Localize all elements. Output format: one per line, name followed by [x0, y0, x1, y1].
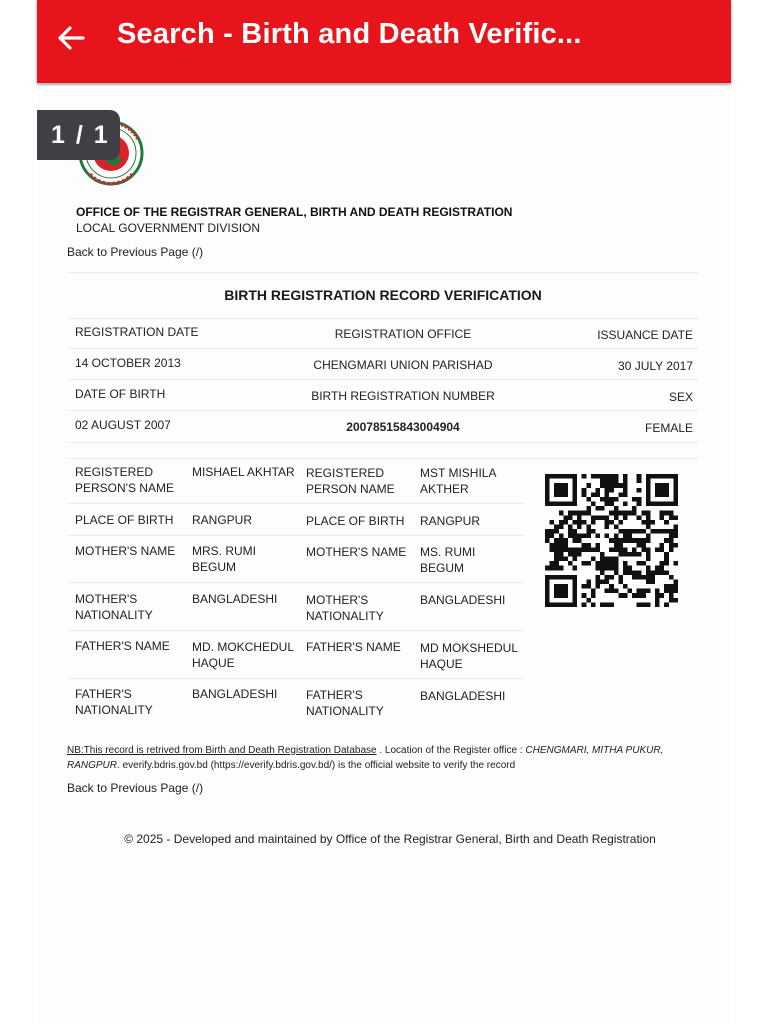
detail-label: REGISTERED PERSON'S NAME — [75, 465, 174, 495]
birth-registration-number-label: BIRTH REGISTRATION NUMBER — [311, 389, 495, 403]
note-prefix: NB:This record is retrived from Birth and Death Registration Database — [67, 745, 377, 756]
divider — [67, 272, 699, 273]
detail-value: BANGLADESHI — [420, 593, 506, 607]
office-title: OFFICE OF THE REGISTRAR GENERAL, BIRTH AND DEATH REGISTRATION — [76, 205, 513, 219]
date-of-birth-value: 02 AUGUST 2007 — [75, 418, 171, 432]
divider — [67, 503, 524, 504]
detail-label: FATHER'S NAME — [306, 640, 401, 654]
divider — [67, 630, 524, 631]
detail-value: MISHAEL AKHTAR — [192, 465, 295, 479]
detail-value: MD MOKSHEDUL HAQUE — [420, 641, 518, 671]
divider — [67, 348, 699, 349]
note-middle: . Location of the Register office : — [376, 745, 526, 756]
detail-value: MST MISHILA AKTHER — [420, 466, 496, 496]
birth-registration-number-value: 20078515843004904 — [346, 420, 460, 434]
qr-code-icon — [541, 474, 682, 607]
back-arrow-icon[interactable] — [55, 22, 87, 54]
detail-label: REGISTERED PERSON NAME — [306, 466, 395, 496]
divider — [67, 535, 524, 536]
detail-value: BANGLADESHI — [420, 689, 506, 703]
verification-note — [67, 743, 707, 773]
app-bar — [37, 0, 731, 83]
note-suffix: . everify.bdris.gov.bd (https://everify.bdris.gov.bd/) is the official website to verify the record — [117, 760, 516, 771]
page-indicator: 1 / 1 — [37, 110, 120, 160]
detail-label: MOTHER'S NAME — [306, 545, 407, 559]
back-to-previous-link-bottom[interactable]: Back to Previous Page (/) — [67, 781, 204, 795]
detail-label: MOTHER'S NAME — [75, 544, 176, 558]
registration-office-value: CHENGMARI UNION PARISHAD — [313, 358, 493, 372]
detail-value: MS. RUMI BEGUM — [420, 545, 476, 575]
detail-label: MOTHER'S NATIONALITY — [75, 592, 153, 622]
record-title: BIRTH REGISTRATION RECORD VERIFICATION — [224, 287, 542, 303]
detail-value: BANGLADESHI — [192, 592, 278, 606]
detail-value: RANGPUR — [192, 513, 253, 527]
registration-date-label: REGISTRATION DATE — [75, 325, 199, 339]
footer-copyright: © 2025 - Developed and maintained by Office of the Registrar General, Birth and Death Registration — [124, 832, 656, 846]
detail-label: PLACE OF BIRTH — [306, 514, 405, 528]
divider — [67, 379, 699, 380]
registration-office-label: REGISTRATION OFFICE — [334, 327, 472, 341]
detail-value: BANGLADESHI — [192, 687, 278, 701]
detail-value: RANGPUR — [420, 514, 481, 528]
detail-label: FATHER'S NATIONALITY — [306, 688, 384, 718]
issuance-date-label: ISSUANCE DATE — [597, 328, 693, 342]
app-bar-title: Search - Birth and Death Verific... — [117, 18, 582, 50]
detail-value: MD. MOKCHEDUL HAQUE — [192, 640, 294, 670]
detail-label: PLACE OF BIRTH — [75, 513, 174, 527]
divider — [67, 458, 699, 459]
registration-date-value: 14 OCTOBER 2013 — [75, 356, 181, 370]
divider — [67, 318, 699, 319]
divider — [67, 678, 524, 679]
sex-label: SEX — [668, 390, 693, 404]
detail-label: FATHER'S NAME — [75, 639, 170, 653]
divider — [67, 442, 699, 443]
detail-value: MRS. RUMI BEGUM — [192, 544, 256, 574]
divider — [67, 582, 524, 583]
office-subtitle: LOCAL GOVERNMENT DIVISION — [76, 221, 261, 235]
sex-value: FEMALE — [644, 421, 693, 435]
detail-label: MOTHER'S NATIONALITY — [306, 593, 384, 623]
back-to-previous-link[interactable]: Back to Previous Page (/) — [67, 245, 204, 259]
detail-label: FATHER'S NATIONALITY — [75, 687, 153, 717]
date-of-birth-label: DATE OF BIRTH — [75, 387, 166, 401]
divider — [67, 410, 699, 411]
note-location: CHENGMARI, MITHA PUKUR, RANGPUR — [67, 745, 664, 771]
issuance-date-value: 30 JULY 2017 — [618, 359, 693, 373]
